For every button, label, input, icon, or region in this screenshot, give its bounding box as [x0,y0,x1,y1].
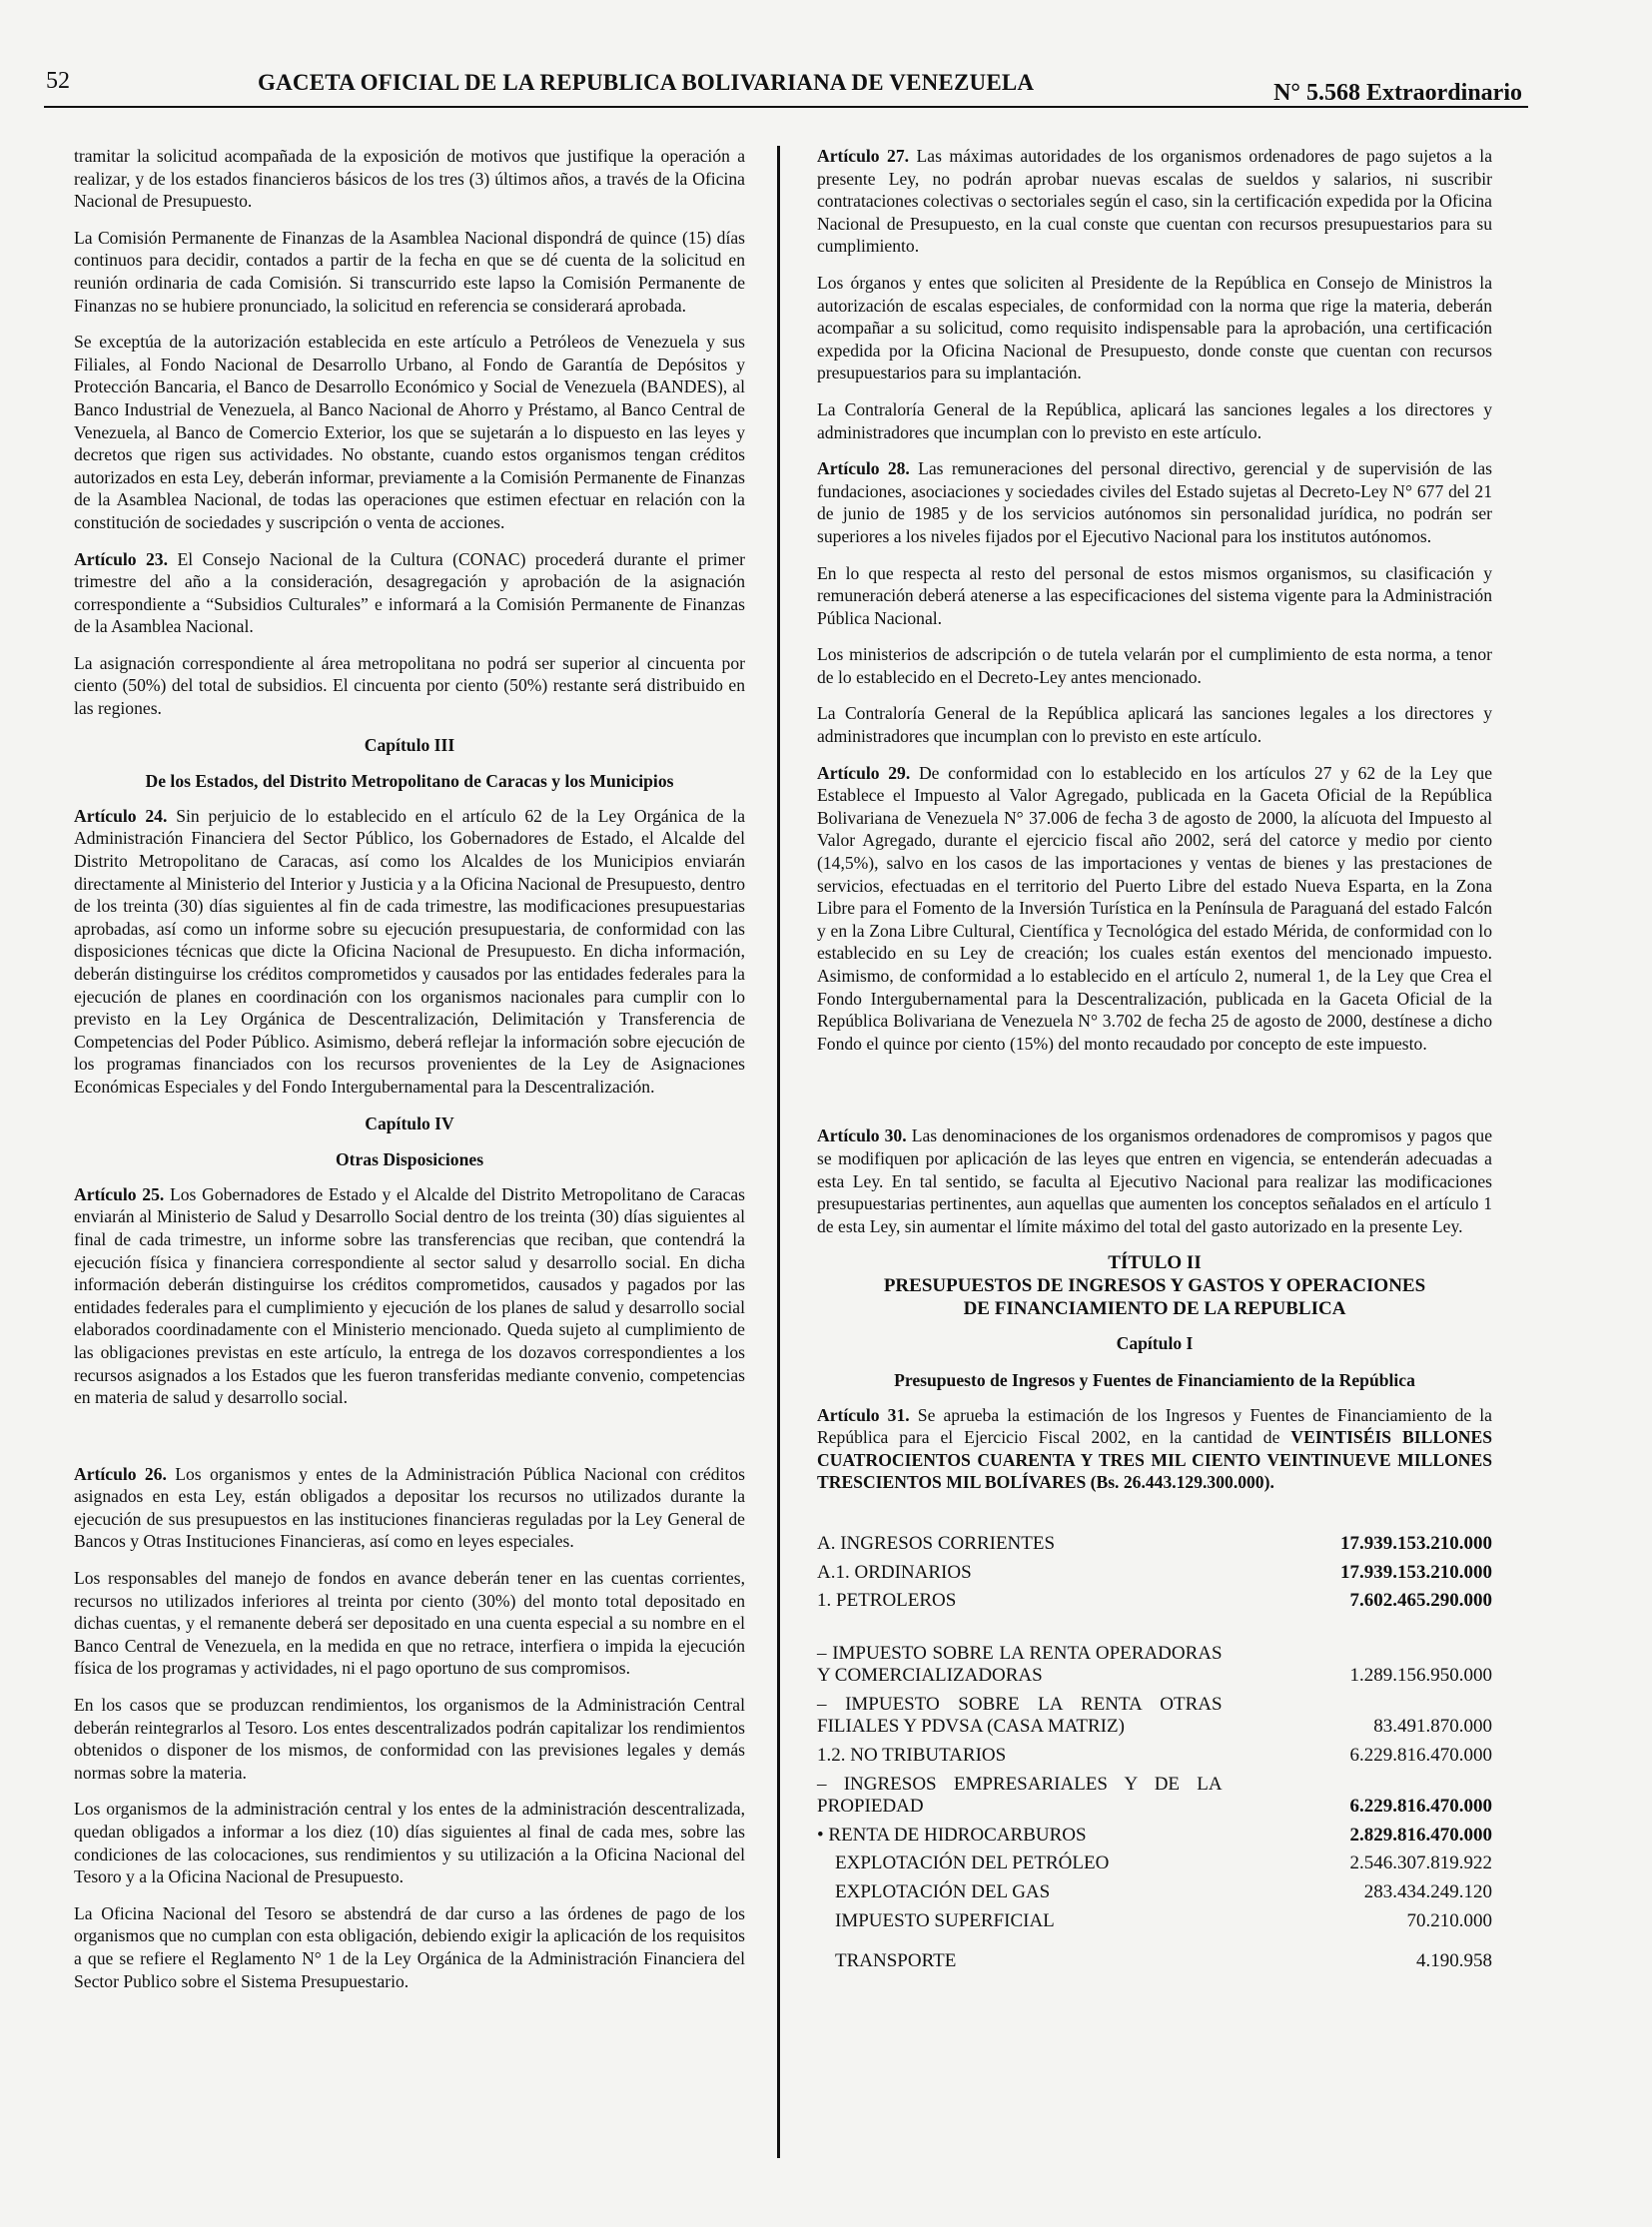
paragraph: Los órganos y entes que soliciten al Presidente de la República en Consejo de Ministros la autorización de escalas especiales, de conformidad con la norma que rige la materia, deberán acompañar a su solicitud, como requisito indispensable para la aprobación, una certificación expedida por la Oficina Nacional de Presupuesto, donde conste que cuentan con recursos presupuestarios para su implantación. [817,272,1492,383]
table-spacer [817,1935,1492,1947]
paragraph: La Oficina Nacional del Tesoro se abstendrá de dar curso a las órdenes de pago de los organismos que no cumplan con esta obligación, debiendo exigir la aplicación de los requisitos a que se refiere el Reglamento N° 1 de la Ley Orgánica de la Administración Financiera del Sector Publico sobre el Sistema Presupuestario. [74,1902,745,1991]
article-24 [74,805,745,1099]
revenue-table [817,1530,1492,1976]
row-label: – IMPUESTO SOBRE LA RENTA OPERADORAS Y COMERCIALIZADORAS [817,1642,1223,1687]
page-number: 52 [46,68,70,94]
title-subheading-1: PRESUPUESTOS DE INGRESOS Y GASTOS Y OPERACIONES [883,1275,1426,1297]
row-value: 17.939.153.210.000 [1340,1532,1492,1554]
table-row [817,1907,1492,1936]
article-text: De conformidad con lo establecido en los artículos 27 y 62 de la Ley que Establece el Impuesto al Valor Agregado, publicada en la Gaceta Oficial de la República Bolivariana de Venezuela N° 37.006 de fecha 3 de agosto de 2000, la alícuota del Impuesto al Valor Agregado, durante el ejercicio fiscal año 2002, será del catorce y medio por ciento (14,5%), salvo en los casos de las importaciones y ventas de bienes y las prestaciones de servicios, efectuadas en el territorio del Puerto Libre del estado Nueva Esparta, en la Zona Libre para el Fomento de la Inversión Turística en la Península de Paraguaná del estado Falcón y en la Zona Libre Cultural, Científica y Tecnológica del estado Mérida, de conformidad con lo establecido en su Ley de creación; los cuales están exentos del mencionado impuesto. Asimismo, de conformidad a lo establecido en el artículo 2, numeral 1, de la Ley que Crea el Fondo Intergubernamental para la Descentralización, publicada en la Gaceta Oficial de la República Bolivariana de Venezuela N° 3.702 de fecha 25 de agosto de 2000, destínese a dicho Fondo el quince por ciento (15%) del monto recaudado por concepto de este impuesto. [817,762,1492,1054]
row-label: EXPLOTACIÓN DEL PETRÓLEO [835,1853,1110,1874]
article-25 [74,1183,745,1409]
article-text: Los organismos y entes de la Administración Pública Nacional con créditos asignados en esta Ley, están obligados a depositar los recursos no utilizados durante la ejecución de sus presupuestos en las instituciones financieras reguladas por la Ley General de Bancos y Otras Instituciones Financieras, así como en leyes especiales. [74,1463,745,1552]
row-label: – IMPUESTO SOBRE LA RENTA OTRAS FILIALES Y PDVSA (CASA MATRIZ) [817,1693,1223,1738]
paragraph: Los ministerios de adscripción o de tutela velarán por el cumplimiento de esta norma, a tenor de lo establecido en el Decreto-Ley antes mencionado. [817,644,1492,687]
right-column [817,145,1492,1976]
row-label: 1. PETROLEROS [817,1590,957,1612]
paragraph: En lo que respecta al resto del personal de estos mismos organismos, su clasificación y remuneración deberá atenerse a las especificaciones del sistema vigente para la Administración Pública Nacional. [817,562,1492,628]
row-value: 17.939.153.210.000 [1340,1561,1492,1583]
title-subheading-2: DE FINANCIAMIENTO DE LA REPUBLICA [963,1298,1346,1320]
issue-prefix: N° 5.568 [1273,80,1360,106]
article-label: Artículo 29. [817,762,911,783]
row-label: EXPLOTACIÓN DEL GAS [835,1881,1051,1903]
article-23 [74,548,745,638]
spacer [74,1423,745,1463]
article-text: El Consejo Nacional de la Cultura (CONAC) procederá durante el primer trimestre del año a la consideración, desagregación y aprobación de la asignación correspondiente a “Subsidios Culturales” e informará a la Comisión Permanente de Finanzas de la Asamblea Nacional. [74,548,745,637]
paragraph: Se exceptúa de la autorización establecida en este artículo a Petróleos de Venezuela y sus Filiales, al Fondo Nacional de Desarrollo Urbano, al Fondo de Garantía de Depósitos y Protección Bancaria, el Banco de Desarrollo Económico y Social de Venezuela (BANDES), al Banco Industrial de Venezuela, al Banco Nacional de Ahorro y Préstamo, al Banco Central de Venezuela, al Banco de Comercio Exterior, los que se sujetarán a lo dispuesto en las leyes y decretos que rigen sus actividades. No obstante, cuando estos organismos tengan créditos autorizados en esta Ley, deberán informar, previamente a la Comisión Permanente de Finanzas de la Asamblea Nacional, de todas las operaciones que estimen efectuar en relación con la constitución de sociedades y suscripción o venta de acciones. [74,332,745,532]
paragraph: Los organismos de la administración central y los entes de la administración descentralizada, quedan obligados a informar a los diez (10) días siguientes al final de cada mes, sobre las condiciones de las colocaciones, sus rendimientos y su utilización a la Oficina Nacional del Tesoro y a la Oficina Nacional de Presupuesto. [74,1799,745,1887]
row-value: 2.829.816.470.000 [1349,1824,1492,1846]
row-value: 2.546.307.819.922 [1349,1853,1492,1874]
article-text: Se aprueba la estimación de los Ingresos y Fuentes de Financiamiento de la República para el Ejercicio Fiscal 2002, en la cantidad de [817,1404,1492,1448]
row-value: 83.491.870.000 [1373,1716,1492,1738]
paragraph: En los casos que se produzcan rendimientos, los organismos de la Administración Central deberán reintegrarlos al Tesoro. Los entes descentralizados podrán capitalizar los rendimientos obtenidos o disponer de los mismos, de conformidad con las previsiones legales y demás normas sobre la materia. [74,1695,745,1783]
left-column [74,145,745,2006]
issue-suffix: Extraordinario [1366,80,1522,106]
article-label: Artículo 24. [74,805,168,826]
table-row [817,1559,1492,1588]
article-26 [74,1463,745,1553]
row-label: IMPUESTO SUPERFICIAL [835,1909,1055,1931]
chapter-heading: Capítulo I [1116,1333,1194,1354]
row-label: 1.2. NO TRIBUTARIOS [817,1745,1007,1767]
table-row [817,1771,1492,1822]
article-label: Artículo 25. [74,1183,165,1204]
chapter-subheading: Presupuesto de Ingresos y Fuentes de Financiamiento de la República [894,1369,1415,1390]
page-header [44,66,1528,108]
paragraph: La asignación correspondiente al área metropolitana no podrá ser superior al cincuenta por ciento (50%) del total de subsidios. El cincuenta por ciento (50%) restante será distribuido en las regiones. [74,652,745,719]
article-text: Los Gobernadores de Estado y el Alcalde del Distrito Metropolitano de Caracas enviarán al Ministerio de Salud y Desarrollo Social dentro de los treinta (30) días siguientes al final de cada trimestre, un informe sobre las transferencias que reciban, que contendrá la ejecución física y financiera correspondiente al sector salud y desarrollo social. En dicha información deberán distinguirse los créditos comprometidos, causados y pagados por las entidades federales para el cumplimiento y ejecución de los planes de salud y desarrollo social elaborados coordinadamente con el Ministerio mencionado. Queda sujeto al cumplimiento de las obligaciones previstas en este artículo, la entrega de los dozavos correspondientes a los recursos asignados a los Estados que les fueron transferidas mediante convenio, competencias en materia de salud y desarrollo social. [74,1183,745,1408]
row-value: 6.229.816.470.000 [1349,1745,1492,1767]
spacer [817,1069,1492,1124]
column-divider [777,146,780,2158]
row-label: A. INGRESOS CORRIENTES [817,1532,1056,1554]
article-30 [817,1124,1492,1237]
row-value: 7.602.465.290.000 [1349,1590,1492,1612]
article-28 [817,457,1492,547]
row-label: A.1. ORDINARIOS [817,1561,972,1583]
table-row [817,1850,1492,1878]
article-31 [817,1404,1492,1494]
article-text: Las máximas autoridades de los organismos ordenadores de pago sujetos a la presente Ley, no podrán aprobar nuevas escalas de sueldos y salarios, ni suscribir contrataciones colectivas o sectoriales según el caso, sin la certificación expedida por la Oficina Nacional de Presupuesto, en la cual conste que cuentan con recursos presupuestarios para su cumplimiento. [817,146,1492,257]
chapter-subheading: Otras Disposiciones [335,1149,484,1170]
row-value: 1.289.156.950.000 [1349,1665,1492,1687]
table-spacer [817,1616,1492,1640]
gazette-title: GACETA OFICIAL DE LA REPUBLICA BOLIVARIANA DE VENEZUELA [258,70,1035,95]
row-label: • RENTA DE HIDROCARBUROS [817,1824,1087,1846]
row-value: 70.210.000 [1406,1909,1492,1931]
table-row [817,1530,1492,1559]
title-heading [817,1251,1492,1320]
table-row [817,1691,1492,1742]
article-label: Artículo 28. [817,458,910,479]
article-label: Artículo 27. [817,146,910,166]
article-amount: VEINTISÉIS BILLONES CUATROCIENTOS CUARENTA Y TRES MIL CIENTO VEINTINUEVE MILLONES TRESCIENTOS MIL BOLÍVARES (Bs. 26.443.129.300.000). [817,1427,1492,1493]
table-row [817,1878,1492,1907]
table-row [817,1640,1492,1691]
paragraph: La Comisión Permanente de Finanzas de la Asamblea Nacional dispondrá de quince (15) días continuos para decidir, contados a partir de la fecha en que se dé cuenta de la solicitud en reunión ordinaria de cada Comisión. Si transcurrido este lapso la Comisión Permanente de Finanzas no se hubiere pronunciado, la solicitud en referencia se considerará aprobada. [74,227,745,316]
row-value: 283.434.249.120 [1363,1881,1492,1903]
table-row [817,1822,1492,1851]
article-label: Artículo 30. [817,1125,907,1146]
article-label: Artículo 31. [817,1404,910,1425]
article-text: Las denominaciones de los organismos ordenadores de compromisos y pagos que se modifiquen por aplicación de las leyes que entren en vigencia, se entenderán adecuadas a esta Ley. En tal sentido, se faculta al Ejecutivo Nacional para realizar las modificaciones presupuestarias pertinentes, aun aquellas que aumenten los conceptos señalados en el artículo 1 de esta Ley, sin aumentar el límite máximo del total del gasto autorizado en la presente Ley. [817,1125,1493,1236]
chapter-heading: Capítulo IV [365,1113,454,1133]
row-label: – INGRESOS EMPRESARIALES Y DE LA PROPIEDAD [817,1773,1223,1818]
table-row [817,1742,1492,1771]
paragraph: Los responsables del manejo de fondos en avance deberán tener en las cuentas corrientes, recursos no utilizados inferiores al treinta por ciento (30%) del monto total depositado en dichas cuentas, y el remanente deberá ser depositado en una cuenta especial a su nombre en el Banco Central de Venezuela, en la medida en que no retrace, interfiera o impida la ejecución física de los programas y actividades, ni el pago oportuno de sus compromisos. [74,1568,745,1679]
paragraph: La Contraloría General de la República aplicará las sanciones legales a los directores y administradores que incumplan con lo previsto en este artículo. [817,703,1492,747]
row-value: 4.190.958 [1416,1950,1492,1972]
article-text: Las remuneraciones del personal directivo, gerencial y de supervisión de las fundaciones, asociaciones y sociedades civiles del Estado sujetas al Decreto-Ley N° 677 del 21 de junio de 1985 y de los servicios autónomos sin personalidad jurídica, no podrán ser superiores a los niveles fijados por el Ejecutivo Nacional para los institutos autónomos. [817,458,1492,546]
table-row [817,1947,1492,1976]
paragraph: La Contraloría General de la República, aplicará las sanciones legales a los directores y administradores que incumplan con lo previsto en este artículo. [817,398,1492,442]
title-number: TÍTULO II [1108,1252,1202,1274]
issue-number [1273,80,1522,107]
chapter-subheading: De los Estados, del Distrito Metropolitano de Caracas y los Municipios [145,771,674,792]
row-value: 6.229.816.470.000 [1349,1796,1492,1818]
article-29 [817,762,1492,1056]
article-label: Artículo 26. [74,1463,167,1484]
chapter-heading: Capítulo III [364,734,455,755]
article-text: Sin perjuicio de lo establecido en el artículo 62 de la Ley Orgánica de la Administración Financiera del Sector Público, los Gobernadores de Estado, el Alcalde del Distrito Metropolitano de Caracas, así como los Alcaldes de los Municipios enviarán directamente al Ministerio del Interior y Justicia y a la Oficina Nacional de Presupuesto, dentro de los treinta (30) días siguientes al fin de cada trimestre, las modificaciones presupuestarias aprobadas, así como un informe sobre su ejecución presupuestaria, de conformidad con las disposiciones técnicas que dicte la Oficina Nacional de Presupuesto. En dicha información, deberán distinguirse los créditos comprometidos y causados por las entidades federales para la ejecución de planes en coordinación con los organismos nacionales para cumplir con lo previsto en la Ley Orgánica de Descentralización, Delimitación y Transferencia de Competencias del Poder Público. Asimismo, deberá reflejar la información sobre ejecución de los programas financiados con los recursos provenientes de la Ley de Asignaciones Económicas Especiales y del Fondo Intergubernamental para la Descentralización. [74,805,746,1097]
row-label: TRANSPORTE [835,1950,957,1972]
table-row [817,1587,1492,1616]
article-27 [817,145,1492,258]
paragraph: tramitar la solicitud acompañada de la exposición de motivos que justifique la operación a realizar, y de los estados financieros básicos de los tres (3) últimos años, a través de la Oficina Nacional de Presupuesto. [74,146,745,212]
article-label: Artículo 23. [74,548,168,569]
